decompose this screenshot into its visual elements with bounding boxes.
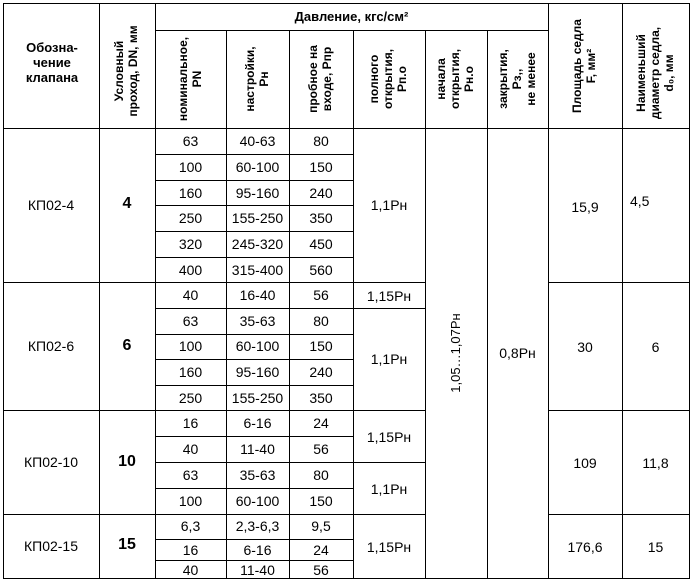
- table-border-left: [3, 3, 4, 579]
- row-line: [155, 257, 353, 258]
- cell-test: 80: [313, 133, 329, 149]
- valve-name: КП02-10: [23, 454, 79, 470]
- cell-setting: 95-160: [235, 364, 280, 380]
- row-line: [155, 359, 353, 360]
- cell-start-open: 1,05…1,07Pн: [448, 313, 463, 393]
- header-seat-area: Площадь седла F, мм²: [570, 19, 598, 113]
- cell-test: 350: [309, 210, 333, 226]
- cell-setting: 315-400: [231, 262, 284, 278]
- cell-setting: 35-63: [239, 313, 276, 329]
- cell-setting: 60-100: [235, 159, 280, 175]
- cell-pn: 100: [178, 493, 203, 509]
- col-line: [548, 3, 549, 579]
- cell-seat-diameter: 11,8: [642, 455, 669, 471]
- cell-pn: 160: [178, 364, 203, 380]
- cell-full-open: 1,15Pн: [366, 429, 412, 445]
- row-line: [155, 205, 353, 206]
- header-bottom-line: [3, 128, 689, 129]
- table-border-right: [689, 3, 690, 579]
- row-line: [155, 539, 353, 540]
- valve-dn: 4: [122, 195, 132, 212]
- cell-pn: 63: [182, 313, 199, 329]
- cell-full-open: 1,1Pн: [370, 481, 408, 497]
- valve-dn: 15: [118, 536, 136, 553]
- header-min-seat-diameter: Наименьший диаметр седла, d₀, мм: [634, 26, 676, 120]
- cell-full-open: 1,1Pн: [370, 351, 408, 367]
- header-start-open: начала открытия, Pн.о: [434, 48, 476, 110]
- header-test-inlet: пробное на входе, Pпр: [306, 45, 334, 113]
- group-separator: [548, 514, 689, 515]
- header-full-open: полного открытия, Pп.о: [367, 48, 409, 110]
- valve-name: КП02-4: [27, 197, 75, 213]
- cell-pn: 250: [178, 210, 203, 226]
- cell-test: 150: [309, 159, 333, 175]
- cell-closing: 0,8Pн: [499, 345, 536, 361]
- cell-test: 80: [313, 313, 329, 329]
- cell-test: 80: [313, 467, 329, 483]
- group-separator: [3, 282, 425, 283]
- row-line: [155, 231, 353, 232]
- cell-test: 240: [309, 364, 333, 380]
- cell-setting: 11-40: [240, 562, 275, 578]
- cell-pn: 6,3: [180, 518, 201, 534]
- cell-seat-area: 15,9: [571, 199, 599, 215]
- cell-pn: 160: [178, 185, 203, 201]
- cell-pn: 250: [178, 390, 203, 406]
- col-line: [99, 3, 100, 579]
- cell-setting: 11-40: [240, 441, 275, 457]
- cell-setting: 155-250: [231, 210, 284, 226]
- cell-full-open: 1,15Pн: [366, 288, 412, 304]
- cell-setting: 95-160: [235, 185, 280, 201]
- cell-pn: 63: [182, 133, 199, 149]
- header-closing: закрытия, Pз,, не менее: [496, 49, 538, 109]
- cell-setting: 16-40: [239, 287, 276, 303]
- cell-test: 56: [313, 287, 329, 303]
- col-line: [425, 30, 426, 579]
- cell-test: 450: [309, 236, 333, 252]
- cell-pn: 16: [182, 415, 199, 431]
- group-separator: [548, 410, 689, 411]
- cell-setting: 245-320: [231, 236, 284, 252]
- row-line: [155, 385, 353, 386]
- valve-dn: 6: [122, 337, 132, 354]
- cell-pn: 40: [182, 562, 199, 578]
- cell-test: 350: [309, 390, 333, 406]
- row-line: [155, 154, 353, 155]
- cell-seat-diameter: 15: [647, 539, 664, 555]
- cell-setting: 40-63: [239, 133, 276, 149]
- cell-pn: 320: [178, 236, 203, 252]
- row-line: [155, 180, 353, 181]
- col-line: [622, 3, 623, 579]
- valve-name: КП02-6: [27, 338, 75, 354]
- cell-setting: 60-100: [235, 493, 280, 509]
- cell-pn: 63: [182, 467, 199, 483]
- cell-seat-area: 109: [573, 455, 597, 471]
- cell-seat-diameter: 4,5: [630, 193, 650, 209]
- row-line: [155, 488, 353, 489]
- cell-setting: 6-16: [243, 415, 272, 431]
- cell-setting: 35-63: [239, 467, 276, 483]
- header-nominal-pressure: номинальное, PN: [176, 36, 204, 122]
- cell-setting: 155-250: [231, 390, 284, 406]
- cell-full-open: 1,15Pн: [366, 539, 412, 555]
- cell-setting: 2,3-6,3: [235, 518, 280, 534]
- pressure-group-line: [155, 30, 548, 31]
- cell-pn: 100: [178, 159, 203, 175]
- cell-test: 56: [313, 441, 329, 457]
- cell-seat-diameter: 6: [651, 339, 660, 355]
- cell-seat-area: 30: [577, 339, 593, 355]
- row-line: [155, 560, 353, 561]
- row-line: [155, 436, 353, 437]
- col-line: [487, 30, 488, 579]
- valve-name: КП02-15: [23, 538, 79, 554]
- valve-dn: 10: [118, 453, 136, 470]
- cell-test: 150: [309, 338, 333, 354]
- row-line: [155, 334, 353, 335]
- cell-test: 24: [313, 542, 329, 558]
- cell-pn: 16: [182, 542, 199, 558]
- cell-full-open: 1,1Pн: [370, 197, 408, 213]
- cell-seat-area: 176,6: [567, 539, 603, 555]
- header-nominal-bore: Условный проход, DN, мм: [112, 25, 140, 117]
- table-border-top: [3, 3, 689, 4]
- cell-pn: 40: [182, 287, 199, 303]
- group-separator: [3, 410, 425, 411]
- table-border-bottom: [3, 578, 689, 579]
- cell-pn: 40: [182, 441, 199, 457]
- cell-test: 150: [309, 493, 333, 509]
- row-line: [155, 308, 425, 309]
- group-separator: [548, 282, 689, 283]
- cell-setting: 60-100: [235, 338, 280, 354]
- cell-test: 240: [309, 185, 333, 201]
- cell-pn: 100: [178, 338, 203, 354]
- cell-test: 56: [313, 562, 329, 578]
- header-pressure-group: Давление, кгс/см²: [294, 9, 409, 24]
- group-separator: [3, 514, 425, 515]
- cell-test: 9,5: [311, 518, 331, 534]
- cell-setting: 6-16: [243, 542, 272, 558]
- cell-pn: 400: [178, 262, 203, 278]
- header-designation: Обозна- чение клапана: [25, 40, 79, 85]
- header-setting: настройки, Pн: [243, 46, 271, 112]
- row-line: [155, 462, 425, 463]
- cell-test: 24: [313, 415, 329, 431]
- cell-test: 560: [309, 262, 333, 278]
